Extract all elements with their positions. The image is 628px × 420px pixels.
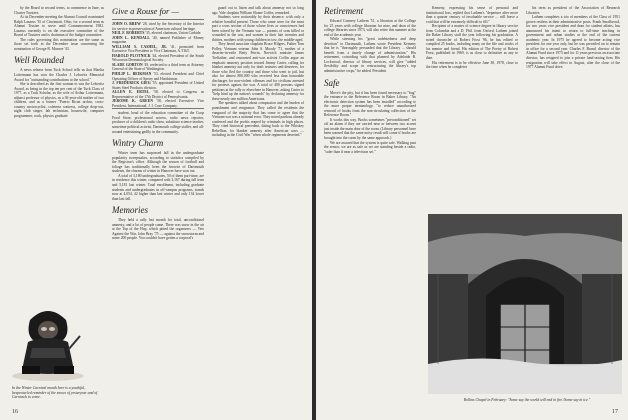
honoree-text: '58, elected Executive Vice President, International, J. I. Case Company. [112, 99, 204, 108]
rollins-chapel-photo [428, 214, 622, 394]
paragraph: Lathem completes a trio of members of the Class of 1951 grown restless in their administrative posts. Frank Smallwood, for two years vice president and dean for student affairs, has announced his intent to return to full-time teaching in government and urban studies at the end of the current academic year. In 1975 he agreed to become acting vice president for one year only, but he was prevailed on to remain in office for a second year. Charles F. Brand, director of the Alumni Fund since 1973 and for 11 years previous an associate director, has resigned to join a private fund-raising firm. His resignation will take effect in August, after the close of the 1977 Alumni Fund drive. [526, 15, 620, 70]
honoree-item [112, 54, 204, 63]
intro-paragraphs [14, 6, 104, 51]
honorees-list [112, 22, 204, 108]
honoree-name: J. FREDERICK GIEG [112, 81, 151, 86]
paragraph: his term as president of the Association of Research Libraries. [526, 6, 620, 15]
honoree-text: '55, appointed President of United States Steel Products division. [112, 81, 204, 90]
left-page [0, 0, 312, 420]
well-rounded-paragraphs [14, 68, 104, 118]
honoree-item [112, 90, 204, 99]
honoree-item [112, 22, 204, 31]
paragraph: Kemeny, expressing his sense of personal and institutional loss, replied that Lathem's "departure after more than a quarter century of invaluable service ... will leave a void that will be extremely difficult to fill." [426, 6, 518, 24]
honoree-name: NEIL F. ROBERTS [112, 31, 145, 36]
well-rounded-continued [112, 111, 204, 134]
retirement-paragraphs [324, 19, 416, 74]
retirement-continued [426, 6, 518, 70]
honoree-text: '40, named Publisher of Money magazine. [112, 35, 204, 45]
paragraph: Winter term has surpassed fall in the undergraduate popularity sweepstakes, according to statistics compiled by the Registrar's office. Although the season of football and foliage has traditionally been the favorite of Dartmouth students, the charms of winter in Hanover have won out. [112, 151, 204, 174]
paragraph: She is described as the first woman to win the Lebovitz Award, as being in the top ten per cent of the Tuck Class of 1977, as a Tuck Scholar, as the wife of Arthur Lottermann, adjunct professor of physics, as a 36-year-old mother of two children, and as a former "Puerto Rican urchin, cross-country motorcyclist, cafeteria waitress, college drop-out, night club singer, lab technician, housewife, computer programmer, cook, physics graduate [14, 82, 104, 118]
honoree-text: '53, elected President and Chief Operating Officer of Sperry and Hutchinson. [112, 72, 204, 81]
child-in-snowsuit-photo [8, 300, 86, 382]
heading-well-rounded: Well Rounded [14, 55, 64, 66]
paragraph: While stressing his "great indebtedness and deep devotion" to Dartmouth, Lathem wrote President Kemeny that he is "thoroughly persuaded that the Library ... should benefit from a timely change of administration." His retirement, coinciding with that planned by Adelaide B. Lockwood, director of library services, will give "added flexibility and scope in restructuring the library's top administrative corps," he added. President [324, 37, 416, 74]
honoree-text: '28, cited by the Secretary of the Interior for service in preservation of American cultural heritage. [112, 22, 204, 31]
right-col-1 [324, 2, 416, 407]
paragraph: The rules governing this nomination are the same as those set forth in the December issue concerning the nomination of George B. Munroe '43. [14, 37, 104, 51]
heading-retirement: Retirement [324, 6, 364, 16]
paragraph: At its December meeting the Alumni Council nominated Ralph Lazarus '35 of Cincinnati, Ohio, for a second term as Alumni Trustee to serve until Commencement 1982. Lazarus currently is on the executive committee of the Board of Trustees and is chairman of the budget committee. [14, 15, 104, 38]
honoree-item [112, 45, 204, 54]
honoree-name: JEROME K. GREEN [112, 99, 154, 104]
paragraph: A total of 3,180 undergraduates, 50 of them part-time, are in residence this winter, compared with 3,167 during fall term and 3,181 last winter. Total enrollment, including graduate students and undergraduates in off-campus programs, stands now at 4,054, 42 higher than last winter and only 134 lower than last fall. [112, 173, 204, 201]
wintry-charm-paragraphs [112, 151, 204, 201]
memories-paragraphs [112, 218, 204, 241]
paragraph: Recipient of a master of science degree in library service from Columbia and a D. Phil. from Oxford, Lathem joined the Baker Library staff the year following his graduation. A noted chronicler of Robert Frost '96, he has edited or compiled 25 books, including many on the life and works of his mentor and friend. His edition of The Poetry of Robert Frost, published in 1969, is as close to definitive as any to date. [426, 24, 518, 61]
title-rule [112, 19, 204, 20]
honoree-text: '44, elected President of the South Wisconsin Dermatological Society. [112, 53, 204, 63]
photo-caption-left: In the Winter Carnival month here is a youthful, bespectacled reminder of the snows of yesteryear and of Carnivals to come. [12, 386, 98, 400]
safe-paragraphs [324, 91, 416, 155]
honoree-item [112, 99, 204, 108]
honoree-text: '35, elected chairman, Union Carbide. [144, 31, 202, 36]
left-col-1 [14, 6, 104, 296]
honoree-item [112, 36, 204, 45]
honoree-name: ALLEN E. ERTEL [112, 90, 150, 95]
paragraph: A news release from Tuck School tells us that Martha Lottermann has won the Charles J. Lebovitz Memorial Award for "outstanding contributions to the school." [14, 68, 104, 82]
left-col-3 [212, 6, 304, 411]
honoree-name: JOHN L. KENDALL [112, 35, 150, 40]
photo-caption-right: Rollins Chapel in February: "Some say the world will end in fire./Some say in ice." [463, 398, 591, 402]
honoree-item [112, 72, 204, 81]
paragraph: The speakers talked about compassion and the burden of punishment and vengeance. They called the residents the vanguard of the majority that has come to agree that the Vietnam war was a national error. They noted pardons already conferred and the profits reaped by criminals in high places. They cited historical precedent, dating back to the Whiskey Rebellion, for blanket amnesty after American wars — including in the Civil War "when whole regiments deserted." [212, 101, 304, 138]
paragraph: Edward Connery Lathem '51, a librarian at the College for 25 years with college librarian for nine, and dean of the college libraries since 1973, will also retire this summer at the end of the academic year. [324, 19, 416, 37]
memories-continued [212, 6, 304, 138]
paragraph: guard out to listen and talk about amnesty not so long ago, Vale chaplain William Sloane Coffin, remarked. [212, 6, 304, 15]
list-rule [112, 108, 204, 109]
honoree-name: WILLIAM S. CASHEL, JR. [112, 44, 167, 49]
honoree-item [112, 81, 204, 90]
paragraph: His retirement is to be effective June 30, 1978, close to the time when he completes [426, 60, 518, 70]
retirement-continued-2 [526, 6, 620, 70]
honoree-name: HAROLD PLOTNICK [112, 53, 151, 58]
paragraph: They held a rally last month for total, unconditional amnesty, and a lot of people came. There was snow in the air at the Top of the Hop, which pitted the organizers — Vets Against the War, John Bray '75 — against the snowstorm and some 200 people. You couldn't have gotten a corporal's [112, 218, 204, 241]
paragraph: They heard associate chaplain Bruce Hilgers, Father Tom Polley, Vietnam veteran John S. Moody '71, mother of a deserter-in-exile Betty Perrin, Norwich minister James Trelfather, and renowned anti-war activist Coffin argue an emphatic amnesty position toward Jimmy Carter, calling for blanket amnesty not only for draft resisters and deserters, for those who fled the country and those who went to jail, but also for almost 800,000 who received less than honorable discharges for non-violent offenses and for civilians arrested for protests against the war. A total of 400 persons signed petitions at the rally or elsewhere in Hanover, asking Carter to "help bind up the nation's wounds" by declaring amnesty for these nearly one million Americans. [212, 42, 304, 101]
left-col-2 [112, 6, 204, 411]
right-col-2 [426, 6, 518, 204]
honoree-text: '49, reelected to a third term as Attorney General of the State of Washington. [112, 62, 204, 72]
give-a-rouse-title: Give a Rouse for — [112, 6, 180, 16]
honoree-item [112, 63, 204, 72]
honoree-text: '58, elected to Congress as Representative of the 17th District of Pennsylvania. [112, 90, 204, 99]
right-col-3 [526, 6, 620, 204]
paragraph: It works this way. Books sometimes "preconditioned" set off an alarm if they are carried near or between two accent just inside the main door of the room. (Library personnel have been warned that the same noisy result will come if books are brought into the room by the same approach.) [324, 117, 416, 141]
paragraph: Students were noticeably by their absence, with only a relative handful present. Those who came were for the most part a cross section of those whose lives or consciences had been stirred by the Vietnam war — parents of sons killed or wounded in the war, and women in their late twenties and thirties, mothers with young children in tow, the middle-aged. [212, 15, 304, 42]
honoree-text: '41, promoted from Executive Vice President to Vice Chairman, A.T.&T. [112, 44, 204, 54]
heading-wintry-charm: Wintry Charm [112, 138, 164, 149]
heading-memories: Memories [112, 205, 148, 216]
honoree-name: PHILIP L. BEIKMAN [112, 72, 152, 77]
paragraph: student, head of the education committee of the Coop Food Store, professional actress, radio news reporter, producer of a children's radio show, substitute science teacher, sometime political activist, Dartmouth college staffer, and all-around entertaining gadfly in the community. [112, 111, 204, 134]
paragraph: Move's the pity, but it has been found necessary to "bug" the entrance to the Reference Room in Baker Library. "An electronic detection system has been installed" according to the more proper terminology, "to reduce unauthorized removal of books from the non-circulating collection of the Reference Room." [324, 90, 416, 118]
heading-safe: Safe [324, 77, 340, 88]
honoree-name: SLADE GORTON [112, 62, 143, 67]
paragraph: by the Board to second terms, to commence in June, as Charter Trustees. [14, 6, 104, 15]
page-number-left: 16 [12, 409, 18, 415]
page-number-right: 17 [612, 409, 618, 415]
honoree-name: JOHN O. BREW [112, 22, 141, 26]
paragraph: We are assured that the system is quite safe. Walking past the sensor, we are as safe as we are standing beside a radio, "safer than if near a television set." [324, 140, 416, 154]
